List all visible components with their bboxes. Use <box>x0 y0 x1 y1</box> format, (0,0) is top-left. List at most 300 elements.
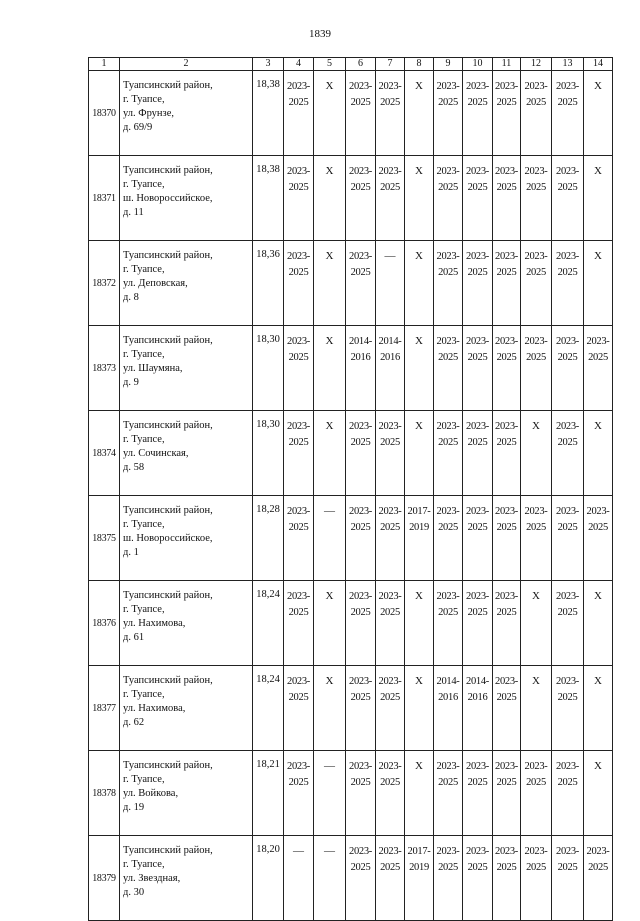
period-cell <box>284 581 314 666</box>
period-line: 2025 <box>526 862 546 873</box>
address-line: д. 30 <box>123 887 145 898</box>
address-line: г. Туапсе, <box>123 604 165 615</box>
address-line: ул. Нахимова, <box>123 618 186 629</box>
column-header-14: 14 <box>584 58 613 71</box>
period-line: 2025 <box>557 862 578 873</box>
period-line: 2023- <box>436 166 460 177</box>
period-line: 2025 <box>380 437 400 448</box>
period-line: 2023- <box>349 421 372 432</box>
table-row <box>89 496 613 581</box>
row-number: 18379 <box>89 836 120 921</box>
period-line: 2023- <box>466 761 489 772</box>
period-line: 2025 <box>526 777 546 788</box>
period-line: 2025 <box>467 352 488 363</box>
not-applicable-mark: X <box>521 411 552 496</box>
address-line: г. Туапсе, <box>123 349 165 360</box>
period-line: 2025 <box>496 777 517 788</box>
column-header-8: 8 <box>405 58 434 71</box>
period-line: 2025 <box>557 182 578 193</box>
period-line: 2023- <box>556 81 579 92</box>
table-body <box>89 71 613 921</box>
period-line: 2025 <box>496 352 517 363</box>
period-line: 2023- <box>349 591 372 602</box>
period-cell <box>493 751 521 836</box>
period-line: 2023- <box>495 761 518 772</box>
address-cell <box>120 71 253 156</box>
period-line: 2023- <box>349 81 372 92</box>
period-line: 2023- <box>378 676 402 687</box>
period-cell <box>376 156 405 241</box>
period-line: 2025 <box>467 522 488 533</box>
not-applicable-mark: X <box>405 156 434 241</box>
period-line: 2025 <box>350 267 371 278</box>
value-cell: 18,36 <box>253 241 284 326</box>
not-applicable-mark: X <box>405 751 434 836</box>
period-line: 2025 <box>588 862 608 873</box>
period-cell <box>284 326 314 411</box>
not-applicable-mark: X <box>584 666 613 751</box>
address-line: д. 19 <box>123 802 145 813</box>
period-cell <box>493 241 521 326</box>
period-line: 2023- <box>436 336 460 347</box>
period-line: 2016 <box>350 352 371 363</box>
period-line: 2023- <box>495 421 518 432</box>
period-line: 2023- <box>349 251 372 262</box>
not-applicable-mark: X <box>314 156 346 241</box>
period-line: 2023- <box>436 421 460 432</box>
period-line: 2023- <box>466 591 489 602</box>
value-cell: 18,20 <box>253 836 284 921</box>
period-cell <box>552 581 584 666</box>
period-line: 2025 <box>438 182 458 193</box>
period-cell <box>434 666 463 751</box>
period-line: 2023- <box>287 676 310 687</box>
period-cell <box>463 836 493 921</box>
address-line: г. Туапсе, <box>123 859 165 870</box>
period-line: 2025 <box>380 692 400 703</box>
address-line: д. 58 <box>123 462 145 473</box>
period-cell <box>584 326 613 411</box>
address-line: ул. Нахимова, <box>123 703 186 714</box>
period-line: 2023- <box>495 166 518 177</box>
period-line: 2023- <box>556 676 579 687</box>
period-cell <box>376 411 405 496</box>
period-cell <box>434 836 463 921</box>
period-cell <box>434 751 463 836</box>
address-line: г. Туапсе, <box>123 179 165 190</box>
row-number: 18370 <box>89 71 120 156</box>
period-line: 2025 <box>557 267 578 278</box>
table-row <box>89 581 613 666</box>
address-line: Туапсинский район, <box>123 760 213 771</box>
period-line: 2017- <box>407 506 431 517</box>
period-line: 2023- <box>287 251 310 262</box>
period-cell <box>284 751 314 836</box>
header-row <box>89 58 613 71</box>
period-line: 2025 <box>438 862 458 873</box>
period-line: 2023- <box>349 676 372 687</box>
period-cell <box>493 71 521 156</box>
dash-mark: — <box>314 836 346 921</box>
column-header-11: 11 <box>493 58 521 71</box>
period-cell <box>434 71 463 156</box>
address-line: г. Туапсе, <box>123 94 165 105</box>
period-line: 2023- <box>349 506 372 517</box>
period-line: 2023- <box>524 81 548 92</box>
period-cell <box>463 411 493 496</box>
table-row <box>89 71 613 156</box>
period-cell <box>405 496 434 581</box>
period-cell <box>552 156 584 241</box>
not-applicable-mark: X <box>314 326 346 411</box>
period-line: 2025 <box>557 777 578 788</box>
period-line: 2023- <box>524 761 548 772</box>
address-line: Туапсинский район, <box>123 675 213 686</box>
period-line: 2023- <box>466 421 489 432</box>
period-cell <box>434 241 463 326</box>
period-line: 2023- <box>495 506 518 517</box>
period-cell <box>493 156 521 241</box>
address-line: ул. Шаумяна, <box>123 363 183 374</box>
row-number: 18377 <box>89 666 120 751</box>
period-line: 2023- <box>466 506 489 517</box>
period-line: 2023- <box>556 846 579 857</box>
period-line: 2023- <box>287 166 310 177</box>
period-line: 2025 <box>467 267 488 278</box>
period-line: 2014- <box>378 336 402 347</box>
period-line: 2023- <box>524 506 548 517</box>
period-cell <box>376 836 405 921</box>
period-cell <box>463 326 493 411</box>
table-row <box>89 836 613 921</box>
period-cell <box>552 326 584 411</box>
period-cell <box>521 836 552 921</box>
period-line: 2023- <box>495 251 518 262</box>
period-line: 2023- <box>436 251 460 262</box>
column-header-7: 7 <box>376 58 405 71</box>
period-cell <box>463 156 493 241</box>
period-line: 2025 <box>380 777 400 788</box>
address-line: г. Туапсе, <box>123 434 165 445</box>
period-cell <box>346 666 376 751</box>
not-applicable-mark: X <box>405 411 434 496</box>
period-cell <box>376 581 405 666</box>
period-line: 2025 <box>496 692 517 703</box>
period-cell <box>463 496 493 581</box>
not-applicable-mark: X <box>314 411 346 496</box>
address-line: ул. Сочинская, <box>123 448 189 459</box>
period-line: 2025 <box>557 352 578 363</box>
period-cell <box>376 496 405 581</box>
period-cell <box>493 496 521 581</box>
period-line: 2023- <box>287 591 310 602</box>
period-line: 2025 <box>438 522 458 533</box>
period-cell <box>284 156 314 241</box>
not-applicable-mark: X <box>405 581 434 666</box>
period-cell <box>463 71 493 156</box>
period-line: 2025 <box>288 607 309 618</box>
address-line: д. 9 <box>123 377 139 388</box>
period-line: 2023- <box>378 591 402 602</box>
period-cell <box>552 411 584 496</box>
period-cell <box>346 156 376 241</box>
period-line: 2025 <box>350 182 371 193</box>
period-line: 2023- <box>287 761 310 772</box>
value-cell: 18,38 <box>253 156 284 241</box>
period-line: 2023- <box>378 81 402 92</box>
period-line: 2025 <box>380 97 400 108</box>
address-line: д. 1 <box>123 547 139 558</box>
row-number: 18376 <box>89 581 120 666</box>
address-line: Туапсинский район, <box>123 250 213 261</box>
period-line: 2025 <box>288 182 309 193</box>
period-line: 2025 <box>438 267 458 278</box>
row-number: 18373 <box>89 326 120 411</box>
table-row <box>89 411 613 496</box>
not-applicable-mark: X <box>405 241 434 326</box>
not-applicable-mark: X <box>584 71 613 156</box>
period-cell <box>552 241 584 326</box>
period-cell <box>584 496 613 581</box>
period-cell <box>552 496 584 581</box>
address-line: Туапсинский район, <box>123 505 213 516</box>
address-line: Туапсинский район, <box>123 845 213 856</box>
period-cell <box>552 666 584 751</box>
period-cell <box>284 496 314 581</box>
address-line: ш. Новороссийское, <box>123 533 213 544</box>
period-line: 2023- <box>524 336 548 347</box>
period-line: 2023- <box>586 846 610 857</box>
period-line: 2023- <box>349 166 372 177</box>
period-cell <box>493 666 521 751</box>
period-line: 2023- <box>586 506 610 517</box>
address-cell <box>120 496 253 581</box>
period-line: 2023- <box>524 846 548 857</box>
not-applicable-mark: X <box>405 666 434 751</box>
period-line: 2023- <box>524 251 548 262</box>
period-line: 2023- <box>466 251 489 262</box>
period-cell <box>552 751 584 836</box>
table-row <box>89 751 613 836</box>
period-cell <box>346 71 376 156</box>
period-line: 2016 <box>380 352 400 363</box>
period-line: 2025 <box>557 607 578 618</box>
value-cell: 18,28 <box>253 496 284 581</box>
table-row <box>89 666 613 751</box>
period-line: 2023- <box>436 761 460 772</box>
not-applicable-mark: X <box>584 751 613 836</box>
period-line: 2023- <box>466 846 489 857</box>
period-line: 2025 <box>588 352 608 363</box>
period-line: 2025 <box>496 182 517 193</box>
period-cell <box>284 666 314 751</box>
period-line: 2025 <box>557 692 578 703</box>
period-line: 2019 <box>409 522 429 533</box>
address-cell <box>120 156 253 241</box>
period-line: 2025 <box>467 777 488 788</box>
period-cell <box>284 241 314 326</box>
period-line: 2023- <box>556 506 579 517</box>
period-line: 2025 <box>350 97 371 108</box>
period-line: 2025 <box>438 607 458 618</box>
period-cell <box>434 581 463 666</box>
period-cell <box>376 751 405 836</box>
period-line: 2023- <box>349 846 372 857</box>
period-line: 2025 <box>438 352 458 363</box>
period-cell <box>521 496 552 581</box>
period-line: 2023- <box>378 166 402 177</box>
dash-mark: — <box>284 836 314 921</box>
table-row <box>89 326 613 411</box>
address-line: ул. Звездная, <box>123 873 181 884</box>
column-header-13: 13 <box>552 58 584 71</box>
address-line: г. Туапсе, <box>123 774 165 785</box>
period-cell <box>346 411 376 496</box>
not-applicable-mark: X <box>314 241 346 326</box>
period-line: 2025 <box>496 437 517 448</box>
period-line: 2025 <box>350 437 371 448</box>
period-line: 2023- <box>495 846 518 857</box>
period-line: 2023- <box>524 166 548 177</box>
address-line: ул. Фрунзе, <box>123 108 174 119</box>
column-header-10: 10 <box>463 58 493 71</box>
period-line: 2025 <box>526 352 546 363</box>
period-line: 2025 <box>496 607 517 618</box>
period-cell <box>463 581 493 666</box>
period-line: 2023- <box>287 506 310 517</box>
address-line: Туапсинский район, <box>123 335 213 346</box>
period-line: 2023- <box>378 761 402 772</box>
period-cell <box>584 836 613 921</box>
address-cell <box>120 411 253 496</box>
table-row <box>89 156 613 241</box>
period-line: 2017- <box>407 846 431 857</box>
address-cell <box>120 666 253 751</box>
not-applicable-mark: X <box>584 156 613 241</box>
address-line: г. Туапсе, <box>123 264 165 275</box>
period-line: 2023- <box>586 336 610 347</box>
period-line: 2023- <box>495 336 518 347</box>
period-line: 2025 <box>467 97 488 108</box>
period-line: 2025 <box>350 777 371 788</box>
period-line: 2023- <box>466 166 489 177</box>
period-line: 2025 <box>288 777 309 788</box>
address-line: г. Туапсе, <box>123 689 165 700</box>
not-applicable-mark: X <box>584 411 613 496</box>
period-cell <box>552 71 584 156</box>
dash-mark: — <box>314 496 346 581</box>
row-number: 18371 <box>89 156 120 241</box>
period-line: 2025 <box>526 97 546 108</box>
period-line: 2023- <box>495 676 518 687</box>
period-cell <box>284 71 314 156</box>
period-line: 2025 <box>557 437 578 448</box>
period-line: 2025 <box>588 522 608 533</box>
column-header-1: 1 <box>89 58 120 71</box>
table-row <box>89 241 613 326</box>
address-line: д. 61 <box>123 632 145 643</box>
period-cell <box>493 836 521 921</box>
address-cell <box>120 326 253 411</box>
period-line: 2025 <box>350 522 371 533</box>
address-line: г. Туапсе, <box>123 519 165 530</box>
period-line: 2025 <box>350 607 371 618</box>
period-cell <box>521 751 552 836</box>
period-line: 2023- <box>556 421 579 432</box>
column-header-12: 12 <box>521 58 552 71</box>
value-cell: 18,30 <box>253 411 284 496</box>
address-cell <box>120 241 253 326</box>
address-line: д. 8 <box>123 292 139 303</box>
period-line: 2025 <box>526 267 546 278</box>
not-applicable-mark: X <box>521 666 552 751</box>
address-line: д. 69/9 <box>123 122 153 133</box>
dash-mark: — <box>314 751 346 836</box>
address-line: ш. Новороссийское, <box>123 193 213 204</box>
column-header-5: 5 <box>314 58 346 71</box>
period-cell <box>493 411 521 496</box>
period-line: 2025 <box>496 522 517 533</box>
period-cell <box>346 496 376 581</box>
value-cell: 18,30 <box>253 326 284 411</box>
period-cell <box>521 326 552 411</box>
period-cell <box>346 241 376 326</box>
period-cell <box>346 581 376 666</box>
period-cell <box>376 71 405 156</box>
not-applicable-mark: X <box>584 581 613 666</box>
period-cell <box>463 751 493 836</box>
row-number: 18374 <box>89 411 120 496</box>
period-cell <box>434 496 463 581</box>
period-line: 2023- <box>495 591 518 602</box>
period-line: 2019 <box>409 862 429 873</box>
not-applicable-mark: X <box>314 71 346 156</box>
column-header-3: 3 <box>253 58 284 71</box>
period-cell <box>434 411 463 496</box>
period-cell <box>346 836 376 921</box>
period-line: 2025 <box>380 182 400 193</box>
period-line: 2025 <box>380 862 400 873</box>
period-line: 2023- <box>349 761 372 772</box>
period-line: 2025 <box>380 522 400 533</box>
value-cell: 18,24 <box>253 581 284 666</box>
period-cell <box>405 836 434 921</box>
period-line: 2025 <box>288 437 309 448</box>
period-line: 2025 <box>467 862 488 873</box>
period-line: 2025 <box>467 607 488 618</box>
period-cell <box>284 411 314 496</box>
period-line: 2023- <box>436 846 460 857</box>
period-line: 2014- <box>349 336 372 347</box>
period-cell <box>376 326 405 411</box>
period-line: 2025 <box>496 267 517 278</box>
address-cell <box>120 751 253 836</box>
period-line: 2023- <box>287 421 310 432</box>
period-line: 2023- <box>436 506 460 517</box>
period-line: 2023- <box>466 336 489 347</box>
period-line: 2025 <box>467 182 488 193</box>
period-line: 2025 <box>380 607 400 618</box>
column-header-4: 4 <box>284 58 314 71</box>
address-line: Туапсинский район, <box>123 420 213 431</box>
period-line: 2025 <box>557 522 578 533</box>
dash-mark: — <box>376 241 405 326</box>
period-line: 2023- <box>287 336 310 347</box>
period-line: 2025 <box>526 522 546 533</box>
value-cell: 18,24 <box>253 666 284 751</box>
period-line: 2023- <box>556 251 579 262</box>
period-line: 2025 <box>526 182 546 193</box>
